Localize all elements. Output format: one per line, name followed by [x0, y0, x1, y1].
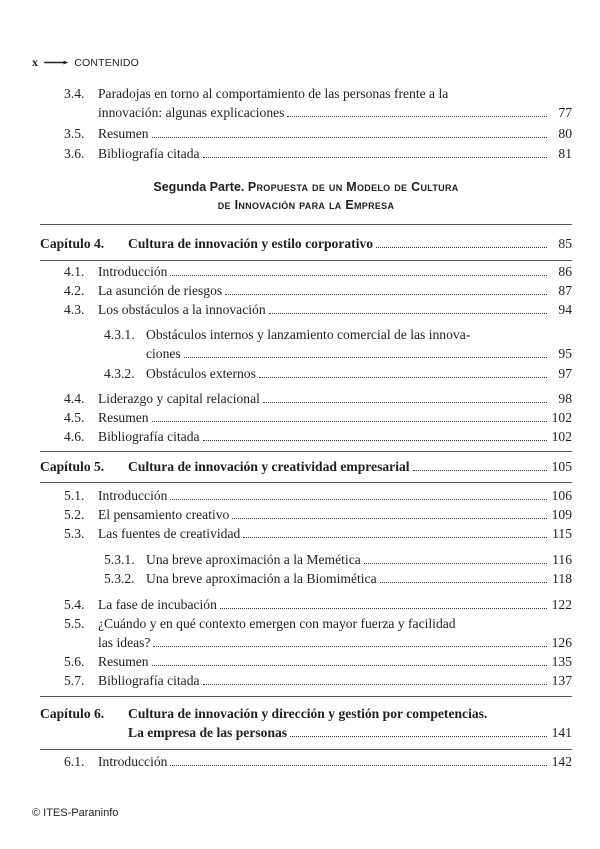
page-number: 141 — [551, 725, 572, 740]
dot-leader — [380, 582, 547, 583]
entry-number: 5.3.2. — [104, 571, 135, 586]
chapter-entry[interactable] — [40, 234, 572, 253]
part-name: Propuesta de un Modelo de Cultura — [247, 180, 459, 194]
entry-title: Introducción — [98, 488, 168, 503]
page-number: 86 — [558, 264, 572, 279]
divider — [40, 482, 572, 483]
dot-leader — [170, 765, 547, 766]
toc-subentry[interactable] — [40, 569, 572, 588]
toc-subentry[interactable] — [40, 364, 572, 383]
page-number: 116 — [552, 552, 572, 567]
toc-entry[interactable] — [40, 84, 572, 122]
dot-leader — [376, 247, 547, 248]
entry-title: Resumen — [98, 654, 149, 669]
page-number: 97 — [558, 366, 572, 381]
toc-entry[interactable] — [40, 752, 572, 771]
section-label: CONTENIDO — [74, 56, 140, 69]
entry-title: Bibliografía citada — [98, 429, 200, 444]
entry-number: 4.1. — [64, 264, 85, 279]
footer-copyright: © ITES-Paraninfo — [32, 807, 119, 819]
page-number: 94 — [558, 302, 572, 317]
page-number: 102 — [551, 429, 572, 444]
page-number: 105 — [551, 459, 572, 474]
entry-number: 4.6. — [64, 429, 85, 444]
entry-number: 5.3. — [64, 526, 85, 541]
dot-leader — [243, 537, 547, 538]
toc-entry[interactable] — [40, 505, 572, 524]
dot-leader — [203, 440, 547, 441]
entry-number: 5.6. — [64, 654, 85, 669]
page-number: 135 — [551, 654, 572, 669]
toc-entry[interactable] — [40, 524, 572, 543]
dot-leader — [184, 357, 547, 358]
entry-title-cont: innovación: algunas explicaciones — [98, 105, 285, 120]
entry-number: 4.4. — [64, 391, 85, 406]
entry-title: ¿Cuándo y en qué contexto emergen con mayor fuerza y facilidad — [98, 616, 456, 631]
part-heading — [40, 178, 572, 214]
toc-entry[interactable] — [40, 389, 572, 408]
dot-leader — [152, 421, 547, 422]
page-number: 95 — [558, 346, 572, 361]
dot-leader — [413, 470, 547, 471]
chapter-title-cont: La empresa de las personas — [128, 725, 288, 740]
entry-title: Paradojas en torno al comportamiento de las personas frente a la — [98, 86, 449, 101]
toc-subentry[interactable] — [40, 325, 572, 363]
page-number: 115 — [552, 526, 572, 541]
chapter-number: Capítulo 4. — [40, 236, 105, 251]
chapter-title: Cultura de innovación y estilo corporativo — [128, 236, 374, 251]
entry-title: Bibliografía citada — [98, 146, 200, 161]
dot-leader — [364, 563, 547, 564]
page-numeral: x — [32, 55, 39, 69]
dot-leader — [232, 518, 547, 519]
dot-leader — [203, 157, 547, 158]
dot-leader — [225, 294, 547, 295]
part-name-cont: de Innovación para la Empresa — [217, 198, 395, 212]
entry-title: La fase de incubación — [98, 597, 217, 612]
entry-title: Bibliografía citada — [98, 673, 200, 688]
page-number: 118 — [552, 571, 572, 586]
entry-number: 3.4. — [64, 86, 85, 101]
dot-leader — [152, 137, 547, 138]
entry-title: Obstáculos internos y lanzamiento comercial de las innova- — [146, 327, 471, 342]
entry-number: 5.1. — [64, 488, 85, 503]
entry-title-cont: las ideas? — [98, 635, 151, 650]
entry-title: Las fuentes de creatividad — [98, 526, 241, 541]
entry-title: Introducción — [98, 754, 168, 769]
entry-number: 3.5. — [64, 126, 85, 141]
entry-title: El pensamiento creativo — [98, 507, 230, 522]
dot-leader — [170, 275, 547, 276]
toc-entry[interactable] — [40, 408, 572, 427]
entry-title: Resumen — [98, 410, 149, 425]
entry-title: Obstáculos externos — [146, 366, 256, 381]
page-number: 80 — [558, 126, 572, 141]
entry-number: 4.3.1. — [104, 327, 135, 342]
toc-entry[interactable] — [40, 427, 572, 446]
dot-leader — [170, 499, 547, 500]
chapter-entry[interactable] — [40, 704, 572, 742]
entry-number: 4.3. — [64, 302, 85, 317]
dot-leader — [152, 665, 547, 666]
page-number: 106 — [551, 488, 572, 503]
part-title: Segunda Parte. — [153, 180, 245, 194]
toc-entry[interactable] — [40, 300, 572, 319]
divider — [40, 224, 572, 225]
toc-entry[interactable] — [40, 595, 572, 614]
running-header — [32, 55, 139, 70]
entry-number: 5.3.1. — [104, 552, 135, 567]
dot-leader — [259, 377, 547, 378]
page-number: 77 — [558, 105, 572, 120]
toc-entry[interactable] — [40, 281, 572, 300]
page-number: 87 — [558, 283, 572, 298]
chapter-number: Capítulo 5. — [40, 459, 105, 474]
chapter-title: Cultura de innovación y dirección y gestión por competencias. — [128, 706, 488, 721]
page-number: 85 — [558, 236, 572, 251]
page-number: 126 — [551, 635, 572, 650]
entry-title: Introducción — [98, 264, 168, 279]
toc-entry[interactable] — [40, 614, 572, 652]
entry-number: 5.4. — [64, 597, 85, 612]
entry-number: 5.5. — [64, 616, 85, 631]
dot-leader — [203, 684, 547, 685]
divider — [40, 696, 572, 697]
entry-number: 4.2. — [64, 283, 85, 298]
dot-leader — [220, 608, 547, 609]
page-number: 98 — [558, 391, 572, 406]
toc-entry[interactable] — [40, 486, 572, 505]
entry-title: Resumen — [98, 126, 149, 141]
page-number: 122 — [551, 597, 572, 612]
page-number: 102 — [551, 410, 572, 425]
divider — [40, 260, 572, 261]
page-number: 81 — [558, 146, 572, 161]
entry-title-cont: ciones — [146, 346, 181, 361]
entry-title: Una breve aproximación a la Memética — [146, 552, 361, 567]
entry-number: 4.3.2. — [104, 366, 135, 381]
toc-entry[interactable] — [40, 671, 572, 690]
dot-leader — [153, 646, 547, 647]
entry-number: 6.1. — [64, 754, 85, 769]
entry-number: 3.6. — [64, 146, 85, 161]
entry-number: 4.5. — [64, 410, 85, 425]
entry-title: Los obstáculos a la innovación — [98, 302, 266, 317]
entry-number: 5.7. — [64, 673, 85, 688]
page-number: 142 — [551, 754, 572, 769]
dot-leader — [290, 736, 547, 737]
divider — [40, 749, 572, 750]
dot-leader — [287, 116, 547, 117]
dot-leader — [269, 313, 547, 314]
divider — [40, 451, 572, 452]
toc-entry[interactable] — [40, 144, 572, 163]
entry-title: Una breve aproximación a la Biomimética — [146, 571, 377, 586]
dot-leader — [263, 402, 547, 403]
chapter-entry[interactable] — [40, 457, 572, 476]
arrow-icon — [44, 61, 68, 65]
chapter-title: Cultura de innovación y creatividad empresarial — [128, 459, 410, 474]
toc-entry[interactable] — [40, 124, 572, 143]
page-number: 137 — [551, 673, 572, 688]
toc-entry[interactable] — [40, 652, 572, 671]
chapter-number: Capítulo 6. — [40, 706, 105, 721]
toc-subentry[interactable] — [40, 550, 572, 569]
toc-entry[interactable] — [40, 262, 572, 281]
entry-title: Liderazgo y capital relacional — [98, 391, 260, 406]
page-number: 109 — [551, 507, 572, 522]
entry-number: 5.2. — [64, 507, 85, 522]
entry-title: La asunción de riesgos — [98, 283, 223, 298]
